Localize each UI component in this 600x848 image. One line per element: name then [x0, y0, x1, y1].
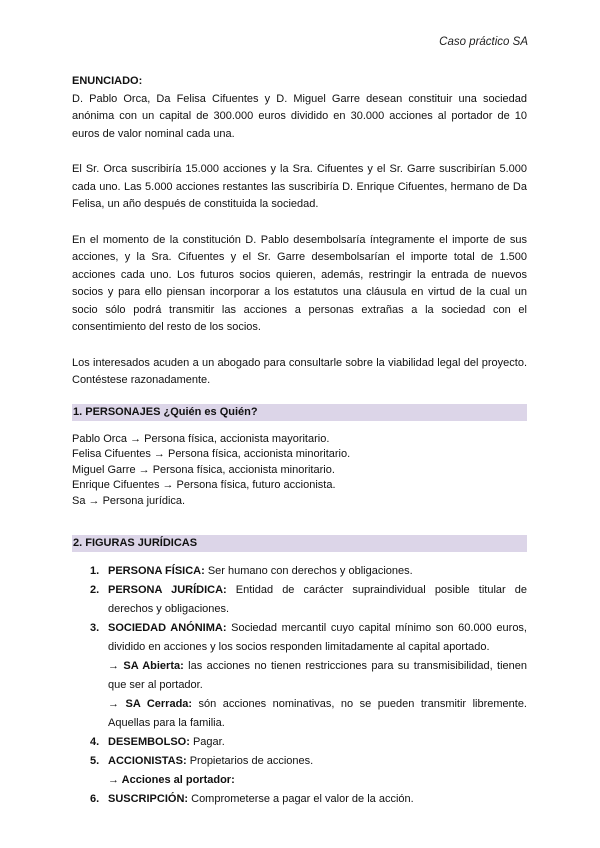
- list-item: 4. DESEMBOLSO: Pagar.: [90, 736, 225, 749]
- term-persona-fisica: PERSONA FÍSICA:: [108, 565, 205, 578]
- enunciado-paragraph-4: Los interesados acuden a un abogado para consultarle sobre la viabilidad legal del proyecto. Contéstese razonadamente.: [72, 356, 527, 386]
- personaje-line: Sa → Persona jurídica.: [72, 494, 186, 507]
- term-accionistas: ACCIONISTAS:: [108, 755, 187, 768]
- acciones-portador-note: → Acciones al portador:: [108, 774, 235, 787]
- document-header-title: Caso práctico SA: [439, 36, 528, 48]
- list-item: 1. PERSONA FÍSICA: Ser humano con derechos y obligaciones.: [90, 565, 413, 578]
- document-body: [72, 73, 527, 809]
- section-heading-personajes: 1. PERSONAJES ¿Quién es Quién?: [72, 404, 527, 421]
- list-item: 5. ACCIONISTAS: Propietarios de acciones.: [90, 755, 314, 768]
- enunciado-title: ENUNCIADO:: [72, 75, 143, 87]
- personaje-line: Miguel Garre → Persona física, accionista minoritario.: [72, 463, 335, 476]
- sa-cerrada-note: → SA Cerrada: són acciones nominativas, no se pueden transmitir libremente. Aquellas para la familia.: [108, 698, 527, 730]
- list-item: 2. PERSONA JURÍDICA: Entidad de carácter supraindividual posible titular de derechos y obligaciones.: [90, 584, 527, 616]
- figuras-list: [72, 562, 527, 809]
- term-desembolso: DESEMBOLSO:: [108, 736, 190, 749]
- personajes-list: [72, 432, 527, 510]
- personaje-line: Felisa Cifuentes → Persona física, accionista minoritario.: [72, 448, 351, 461]
- personaje-line: Enrique Cifuentes → Persona física, futuro accionista.: [72, 479, 336, 492]
- enunciado-paragraph-1: D. Pablo Orca, Da Felisa Cifuentes y D. Miguel Garre desean constituir una sociedad anónima con un capital de 300.000 euros dividido en 30.000 acciones al portador de 10 euros de valor nominal cada una.: [72, 92, 527, 140]
- enunciado-paragraph-2: El Sr. Orca suscribiría 15.000 acciones y la Sra. Cifuentes y el Sr. Garre suscribirían 5.000 cada uno. Las 5.000 acciones restantes las suscribiría D. Enrique Cifuentes, hermano de Da Felisa, un año después de constituida la sociedad.: [72, 163, 527, 210]
- personaje-line: Pablo Orca → Persona física, accionista mayoritario.: [72, 432, 330, 445]
- section-heading-figuras: 2. FIGURAS JURÍDICAS: [72, 535, 527, 552]
- list-item: 6. SUSCRIPCIÓN: Comprometerse a pagar el valor de la acción.: [90, 793, 414, 806]
- term-suscripcion: SUSCRIPCIÓN:: [108, 793, 189, 806]
- term-sociedad-anonima: SOCIEDAD ANÓNIMA:: [108, 622, 227, 635]
- sa-abierta-note: → SA Abierta: las acciones no tienen restricciones para su transmisibilidad, tienen que ser al portador.: [108, 660, 528, 692]
- list-item: 3. SOCIEDAD ANÓNIMA: Sociedad mercantil cuyo capital mínimo son 60.000 euros, dividido en acciones y los socios responden limitadamente al capital aportado.: [90, 622, 527, 654]
- enunciado-paragraph-3: En el momento de la constitución D. Pablo desembolsaría íntegramente el importe de sus acciones, y la Sra. Cifuentes y el Sr. Garre desembolsarían el importe total de 1.500 acciones cada uno. Los futuros socios quieren, además, restringir la entrada de nuevos socios y para ello piensan incorporar a los estatutos una cláusula en virtud de la cual un socio sólo podrá transmitir las acciones a personas extrañas a la sociedad con el consentimiento del resto de los socios.: [72, 233, 527, 333]
- term-persona-juridica: PERSONA JURÍDICA:: [108, 584, 227, 597]
